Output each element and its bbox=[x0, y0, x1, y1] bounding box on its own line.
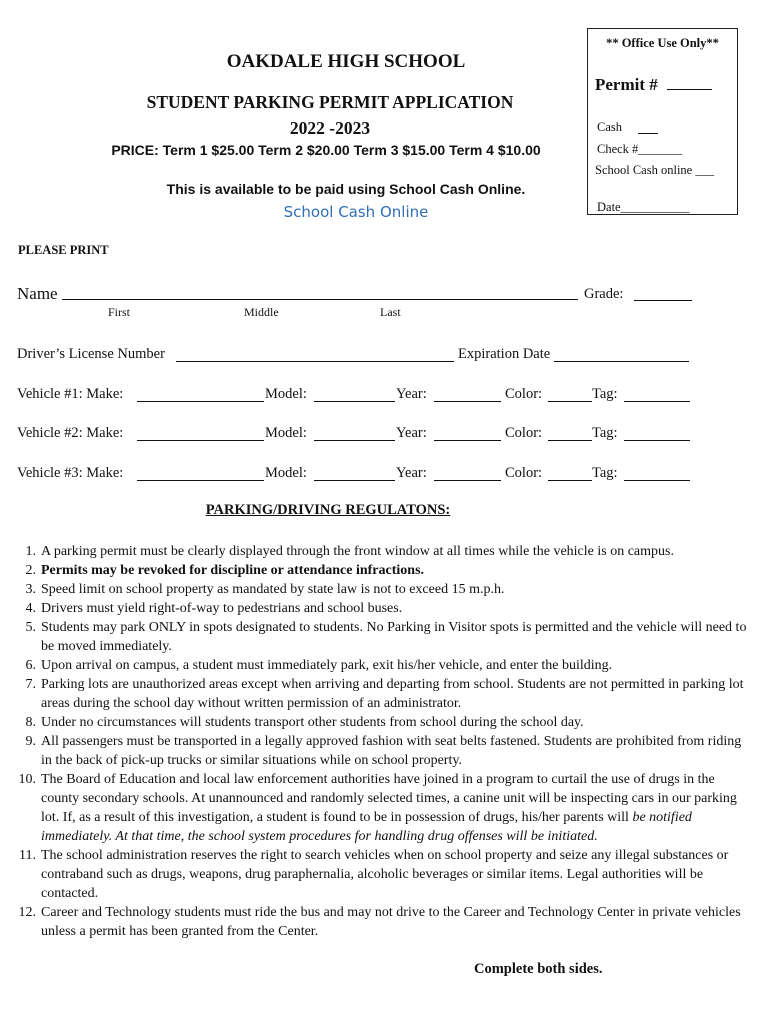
first-name-caption: First bbox=[108, 305, 131, 319]
rule-text: Students may park ONLY in spots designated to students. No Parking in Visitor spots is permitted and the vehicle will need to be moved immediately. bbox=[41, 620, 747, 654]
vehicle-make-label: Vehicle #3: Make: bbox=[17, 465, 124, 481]
vehicle-year-input[interactable] bbox=[434, 480, 501, 481]
grade-input[interactable] bbox=[634, 300, 692, 301]
rule-text: All passengers must be transported in a legally approved fashion with seat belts fastened. Students are prohibited from riding in the back of pick-up trucks or similar situations while on school property. bbox=[41, 734, 742, 768]
vehicle-tag-label: Tag: bbox=[592, 465, 618, 481]
school-name: OAKDALE HIGH SCHOOL bbox=[226, 51, 466, 72]
vehicle-make-label: Vehicle #1: Make: bbox=[17, 386, 124, 402]
license-number-label: Driver’s License Number bbox=[17, 346, 165, 362]
office-use-title: ** Office Use Only** bbox=[606, 36, 719, 50]
list-item: 10. The Board of Education and local law enforcement authorities have joined in a program to curtail the use of drugs in the county secondary schools. At unannounced and randomly selected times, a canine unit will be inspecting cars in our parking lot. If, as a result of this investigation, a student is found to be in possession of drugs, his/her parents will be notified immediately. At that time, the school system procedures for handling drug offenses will be initiated. bbox=[18, 772, 737, 844]
list-item: 6. Upon arrival on campus, a student must immediately park, exit his/her vehicle, and enter the building. bbox=[25, 658, 613, 673]
last-name-caption: Last bbox=[380, 305, 401, 319]
vehicle-year-input[interactable] bbox=[434, 401, 501, 402]
vehicle-model-input[interactable] bbox=[314, 401, 395, 402]
vehicle-tag-label: Tag: bbox=[592, 425, 618, 441]
list-item: 3. Speed limit on school property as mandated by state law is not to exceed 15 m.p.h. bbox=[25, 582, 505, 597]
vehicle-model-input[interactable] bbox=[314, 480, 395, 481]
vehicle-color-input[interactable] bbox=[548, 480, 592, 481]
complete-both-sides-note: Complete both sides. bbox=[474, 961, 603, 977]
school-year: 2022 -2023 bbox=[289, 118, 371, 138]
list-item: 11. The school administration reserves the right to search vehicles when on school property and seize any illegal substances or contraband such as drugs, weapons, drug paraphernalia, alcoholic beverages or similar items. Legal authorities will be contacted. bbox=[19, 848, 729, 901]
rule-text: Under no circumstances will students transport other students from school during the school day. bbox=[41, 715, 584, 730]
office-date-field[interactable]: Date___________ bbox=[597, 200, 690, 214]
please-print-label: PLEASE PRINT bbox=[18, 243, 109, 257]
permit-number-blank[interactable] bbox=[667, 89, 712, 90]
rule-text: Career and Technology students must ride the bus and may not drive to the Career and Technology Center in private vehicles unless a permit has been granted from the Center. bbox=[41, 905, 741, 939]
regulations-list bbox=[0, 542, 750, 941]
list-item: 12. Career and Technology students must ride the bus and may not drive to the Career and Technology Center in private vehicles unless a permit has been granted from the Center. bbox=[18, 905, 741, 939]
permit-number-label: Permit # bbox=[595, 75, 658, 94]
form-title: STUDENT PARKING PERMIT APPLICATION bbox=[146, 92, 514, 112]
middle-name-caption: Middle bbox=[244, 305, 279, 319]
vehicle-make-input[interactable] bbox=[137, 401, 264, 402]
rule-text: Permits may be revoked for discipline or attendance infractions. bbox=[41, 563, 425, 578]
vehicle-color-label: Color: bbox=[505, 386, 543, 402]
vehicle-model-label: Model: bbox=[265, 465, 307, 481]
vehicle-make-label: Vehicle #2: Make: bbox=[17, 425, 124, 441]
vehicle-make-input[interactable] bbox=[137, 480, 264, 481]
expiration-date-input[interactable] bbox=[554, 361, 689, 362]
vehicle-color-input[interactable] bbox=[548, 440, 592, 441]
office-use-box bbox=[587, 28, 738, 215]
vehicle-model-label: Model: bbox=[265, 386, 307, 402]
license-number-input[interactable] bbox=[176, 361, 454, 362]
rule-text: Parking lots are unauthorized areas except when arriving and departing from school. Students are not permitted in parking lot areas during the school day without written permission of an administrator. bbox=[41, 677, 744, 711]
vehicle-model-input[interactable] bbox=[314, 440, 395, 441]
payment-note: This is available to be paid using School Cash Online. bbox=[166, 181, 526, 197]
list-item: 8. Under no circumstances will students transport other students from school during the school day. bbox=[25, 715, 584, 730]
vehicle-year-label: Year: bbox=[396, 386, 427, 402]
rule-text: A parking permit must be clearly displayed through the front window at all times while the vehicle is on campus. bbox=[41, 544, 674, 559]
school-cash-online-link[interactable]: School Cash Online bbox=[283, 203, 429, 221]
rule-text: Upon arrival on campus, a student must immediately park, exit his/her vehicle, and enter the building. bbox=[41, 658, 613, 673]
list-item: 1. A parking permit must be clearly displayed through the front window at all times while the vehicle is on campus. bbox=[25, 544, 674, 559]
expiration-date-label: Expiration Date bbox=[458, 346, 551, 362]
vehicle-year-input[interactable] bbox=[434, 440, 501, 441]
rule-text: The school administration reserves the right to search vehicles when on school property and seize any illegal substances or contraband such as drugs, weapons, drug paraphernalia, alcoholic beverages or similar items. Legal authorities will be contacted. bbox=[41, 848, 729, 901]
office-school-cash-online-field[interactable]: School Cash online ___ bbox=[595, 163, 715, 177]
vehicle-tag-input[interactable] bbox=[624, 440, 690, 441]
grade-label: Grade: bbox=[584, 286, 624, 302]
vehicle-model-label: Model: bbox=[265, 425, 307, 441]
name-label: Name bbox=[17, 284, 58, 303]
office-cash-blank[interactable] bbox=[638, 133, 658, 134]
office-check-field[interactable]: Check #_______ bbox=[597, 142, 683, 156]
vehicle-color-input[interactable] bbox=[548, 401, 592, 402]
vehicle-tag-input[interactable] bbox=[624, 401, 690, 402]
rule-text: The Board of Education and local law enforcement authorities have joined in a program to curtail the use of drugs in the county secondary schools. At unannounced and randomly selected times, a canine unit will be inspecting cars in our parking lot. If, as a result of this investigation, a student is found to be in possession of drugs, his/her parents will bbox=[41, 772, 737, 825]
vehicle-year-label: Year: bbox=[396, 465, 427, 481]
office-cash-label: Cash bbox=[597, 120, 622, 134]
name-input[interactable] bbox=[62, 299, 578, 300]
list-item: 2. Permits may be revoked for discipline or attendance infractions. bbox=[25, 563, 425, 578]
rule-text: Drivers must yield right-of-way to pedestrians and school buses. bbox=[41, 601, 403, 616]
list-item: 7. Parking lots are unauthorized areas except when arriving and departing from school. Students are not permitted in parking lot areas during the school day without written permission of an administrator. bbox=[25, 677, 744, 711]
vehicle-year-label: Year: bbox=[396, 425, 427, 441]
list-item: 9. All passengers must be transported in a legally approved fashion with seat belts fastened. Students are prohibited from riding in the back of pick-up trucks or similar situations while on school property. bbox=[25, 734, 742, 768]
list-item: 5. Students may park ONLY in spots designated to students. No Parking in Visitor spots is permitted and the vehicle will need to be moved immediately. bbox=[25, 620, 747, 654]
vehicle-color-label: Color: bbox=[505, 465, 543, 481]
vehicle-make-input[interactable] bbox=[137, 440, 264, 441]
vehicle-color-label: Color: bbox=[505, 425, 543, 441]
vehicle-tag-label: Tag: bbox=[592, 386, 618, 402]
price-line: PRICE: Term 1 $25.00 Term 2 $20.00 Term 3 $15.00 Term 4 $10.00 bbox=[111, 142, 541, 158]
regulations-heading: PARKING/DRIVING REGULATONS: bbox=[205, 502, 451, 518]
rule-text: Speed limit on school property as mandated by state law is not to exceed 15 m.p.h. bbox=[41, 582, 505, 597]
list-item: 4. Drivers must yield right-of-way to pedestrians and school buses. bbox=[25, 601, 403, 616]
vehicle-tag-input[interactable] bbox=[624, 480, 690, 481]
rule-text-italic: be notified immediately. At that time, the school system procedures for handling drug offenses will be initiated. bbox=[41, 810, 692, 844]
